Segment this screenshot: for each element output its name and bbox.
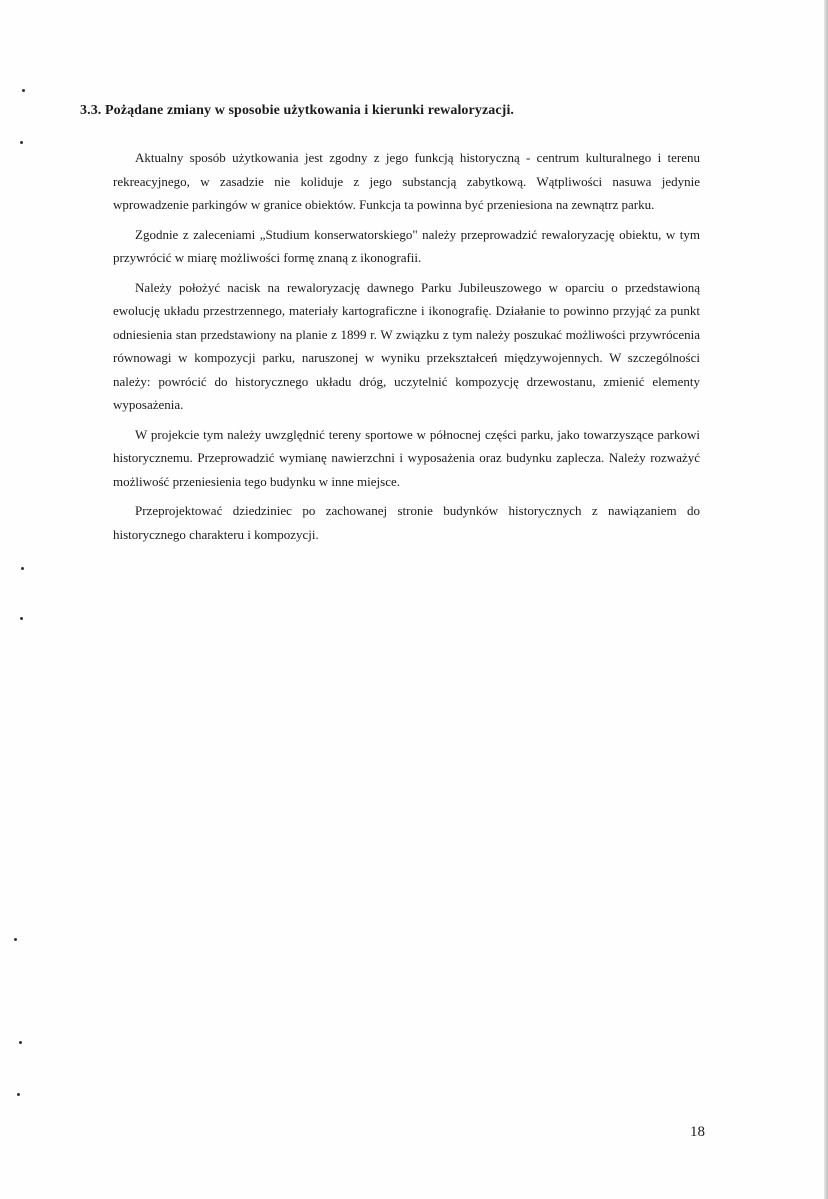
page-edge-shadow xyxy=(824,0,828,1199)
scan-speck xyxy=(20,141,23,144)
scan-speck xyxy=(22,89,25,92)
section-heading: 3.3. Pożądane zmiany w sposobie użytkowania i kierunki rewaloryzacji. xyxy=(80,103,515,118)
page-number: 18 xyxy=(690,1124,705,1140)
scan-speck xyxy=(20,617,23,620)
paragraph: Należy położyć nacisk na rewaloryzację dawnego Parku Jubileuszowego w oparciu o przedstawioną ewolucję układu przestrzennego, materiały kartograficzne i ikonografię. Działanie to powinno przyjąć za punkt odniesienia stan przedstawiony na planie z 1899 r. W związku z tym należy poszukać możliwości przywrócenia równowagi w kompozycji parku, naruszonej w wyniku przekształceń międzywojennych. W szczególności należy: powrócić do historycznego układu dróg, uczytelnić kompozycję drzewostanu, zmienić elementy wyposażenia. xyxy=(113,279,700,412)
paragraph: Zgodnie z zaleceniami „Studium konserwatorskiego" należy przeprowadzić rewaloryzację obiektu, w tym przywrócić w miarę możliwości formę znaną z ikonografii. xyxy=(113,226,700,265)
paragraph: Przeprojektować dziedziniec po zachowanej stronie budynków historycznych z nawiązaniem do historycznego charakteru i kompozycji. xyxy=(113,503,700,542)
scan-speck xyxy=(21,567,24,570)
paragraph: W projekcie tym należy uwzględnić tereny sportowe w północnej części parku, jako towarzyszące parkowi historycznemu. Przeprowadzić wymianę nawierzchni i wyposażenia oraz budynku zaplecza. Należy rozważyć możliwość przeniesienia tego budynku w inne miejsce. xyxy=(113,426,700,489)
scan-speck xyxy=(14,938,17,941)
scan-speck xyxy=(19,1041,22,1044)
body-text xyxy=(113,146,700,552)
scan-speck xyxy=(17,1093,20,1096)
paragraph: Aktualny sposób użytkowania jest zgodny z jego funkcją historyczną - centrum kulturalnego i terenu rekreacyjnego, w zasadzie nie koliduje z jego substancją zabytkową. Wątpliwości nasuwa jedynie wprowadzenie parkingów w granice obiektów. Funkcja ta powinna być przeniesiona na zewnątrz parku. xyxy=(113,150,700,212)
